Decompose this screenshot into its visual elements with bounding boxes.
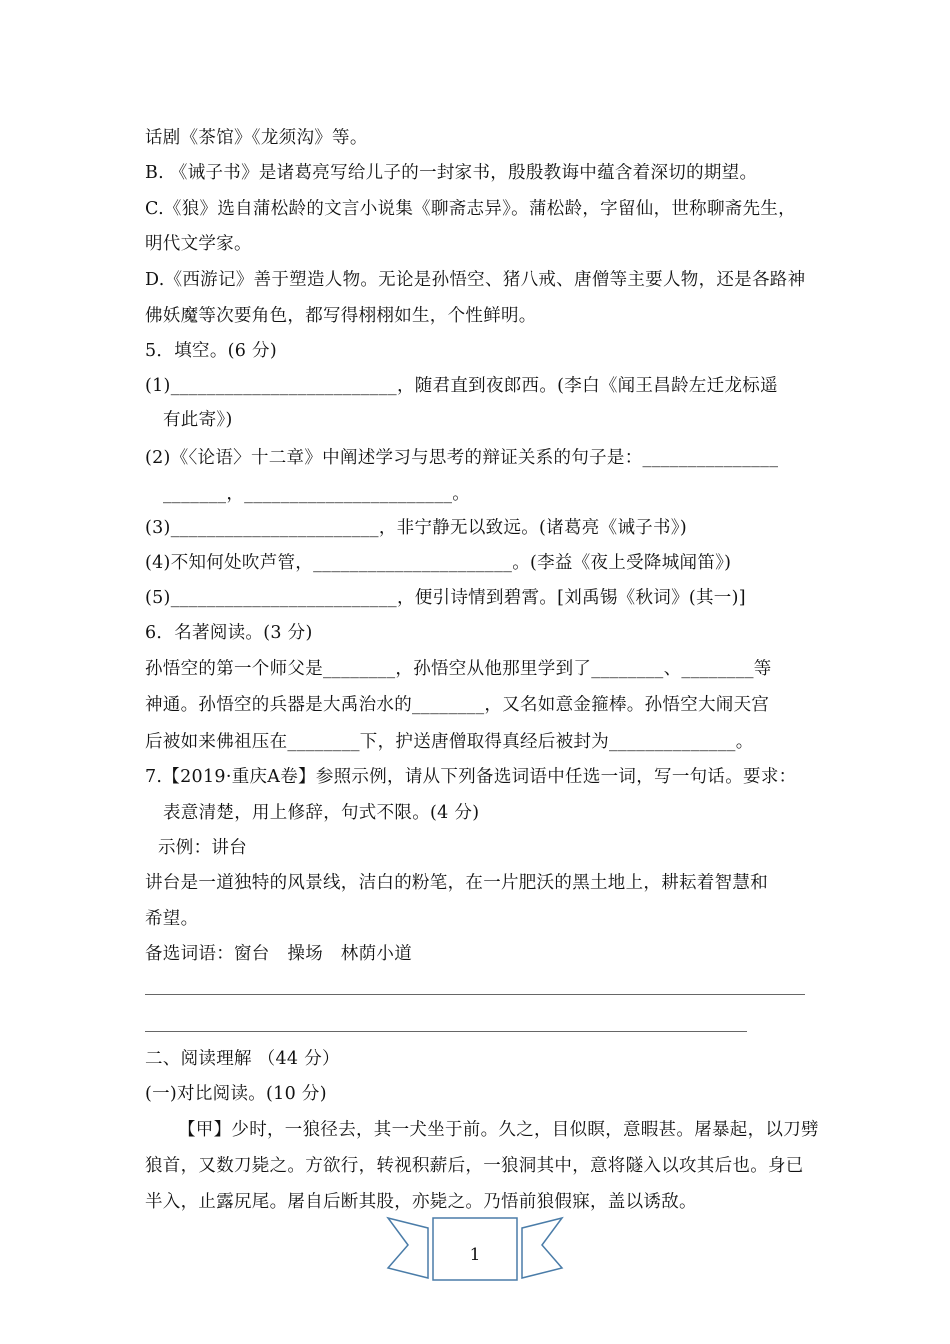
text-line: 话剧《茶馆》《龙须沟》等。 [145,128,368,148]
passage-line: 【甲】少时，一狼径去，其一犬坐于前。久之，目似瞑，意暇甚。屠暴起，以刀劈 [178,1120,819,1140]
text-line: 明代文学家。 [145,234,252,254]
page-ribbon-icon [380,1190,570,1286]
option-b: B. 《诫子书》是诸葛亮写给儿子的一封家书，殷殷教诲中蕴含着深切的期望。 [145,163,758,183]
example-text: 讲台是一道独特的风景线，洁白的粉笔，在一片肥沃的黑土地上，耕耘着智慧和 [145,873,768,893]
fill-blank-3: (3)_______________________，非宁静无以致远。(诸葛亮《诫子书》) [145,518,687,538]
text-line: 神通。孙悟空的兵器是大禹治水的________，又名如意金箍棒。孙悟空大闹天宫 [145,695,770,715]
question-7-heading: 7.【2019·重庆A卷】参照示例，请从下列备选词语中任选一词，写一句话。要求： [145,767,797,787]
text-line: 后被如来佛祖压在________下，护送唐僧取得真经后被封为______________。 [145,732,754,752]
fill-blank-4: (4)不知何处吹芦管，______________________。(李益《夜上受降城闻笛》) [145,553,732,573]
candidate-words: 备选词语：窗台 操场 林荫小道 [145,944,412,964]
example-label: 示例：讲台 [158,838,247,858]
subsection-heading: (一)对比阅读。(10 分) [145,1084,327,1104]
fill-blank-2: (2)《〈论语〉十二章》中阐述学习与思考的辩证关系的句子是：_______________ [145,448,779,468]
text-line: _______，_______________________。 [163,484,471,504]
section-2-heading: 二、阅读理解 （44 分） [145,1049,340,1069]
text-line: 有此寄》) [163,410,233,430]
answer-line [145,1031,747,1032]
question-6-heading: 6．名著阅读。(3 分) [145,623,313,643]
option-c: C.《狼》选自蒲松龄的文言小说集《聊斋志异》。蒲松龄，字留仙，世称聊斋先生， [145,199,796,219]
question-5-heading: 5．填空。(6 分) [145,341,277,361]
answer-line [145,994,805,995]
text-line: 希望。 [145,909,199,929]
page-number: 1 [469,1245,481,1265]
text-line: 表意清楚，用上修辞，句式不限。(4 分) [163,803,480,823]
text-line: 佛妖魔等次要角色，都写得栩栩如生，个性鲜明。 [145,306,537,326]
option-d: D.《西游记》善于塑造人物。无论是孙悟空、猪八戒、唐僧等主要人物，还是各路神 [145,270,806,290]
passage-line: 半入，止露尻尾。屠自后断其股，亦毙之。乃悟前狼假寐，盖以诱敌。 [145,1192,697,1212]
passage-line: 狼首，又数刀毙之。方欲行，转视积薪后，一狼洞其中，意将隧入以攻其后也。身已 [145,1156,804,1176]
fill-blank-1: (1)_________________________，随君直到夜郎西。(李白《闻王昌龄左迁龙标遥 [145,376,778,396]
text-line: 孙悟空的第一个师父是________，孙悟空从他那里学到了________、________等 [145,659,772,679]
fill-blank-5: (5)_________________________，便引诗情到碧霄。[刘禹锡《秋词》(其一)] [145,588,746,608]
